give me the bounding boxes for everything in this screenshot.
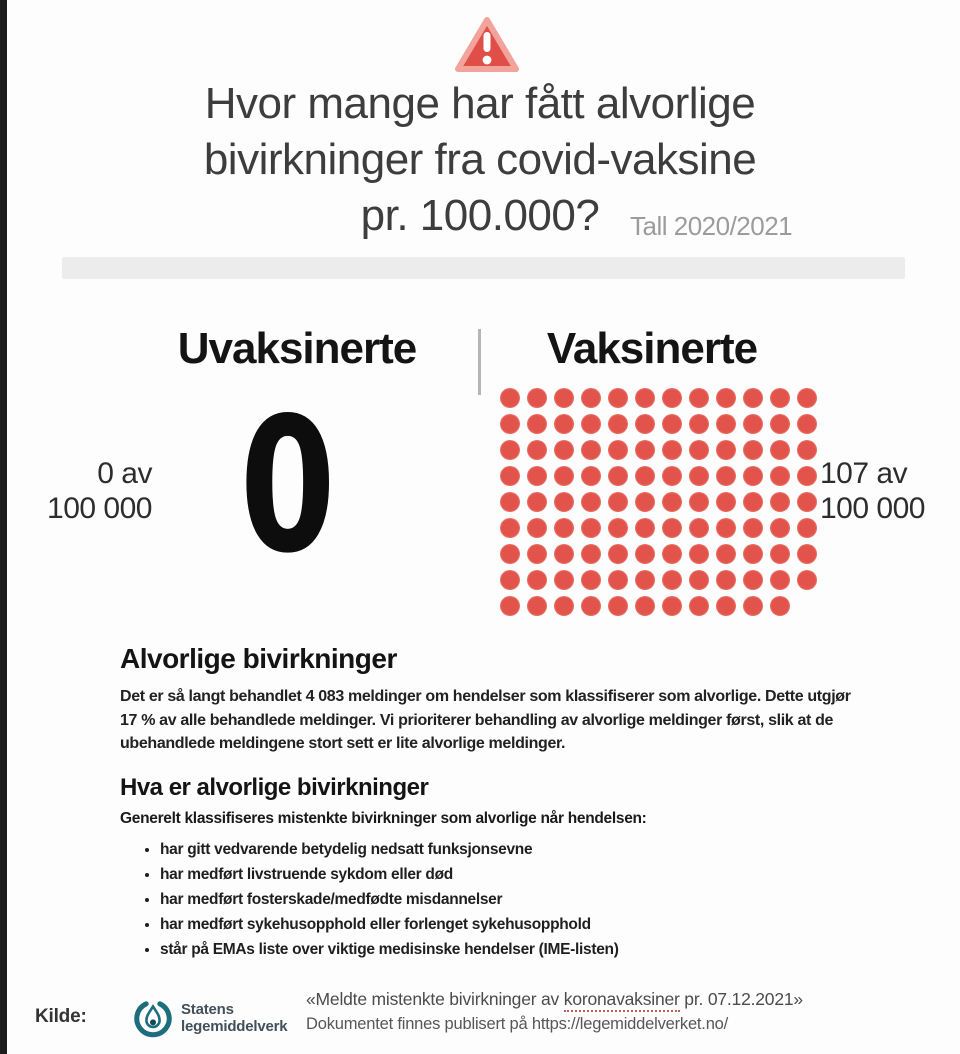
pictogram-dot bbox=[662, 414, 682, 434]
pictogram-dot bbox=[554, 466, 574, 486]
logo-text-line1: Statens bbox=[181, 1001, 234, 1018]
pictogram-dot bbox=[635, 466, 655, 486]
column-divider bbox=[478, 329, 481, 395]
vaccinated-rate-line1: 107 av bbox=[820, 457, 908, 490]
source-label: Kilde: bbox=[35, 1006, 87, 1027]
pictogram-dot bbox=[743, 388, 763, 408]
statens-legemiddelverk-logo-text bbox=[181, 1001, 287, 1035]
pictogram-dot bbox=[689, 596, 709, 616]
pictogram-dot bbox=[770, 596, 790, 616]
pictogram-dot bbox=[635, 544, 655, 564]
pictogram-dot bbox=[554, 388, 574, 408]
pictogram-dot bbox=[527, 596, 547, 616]
pictogram-dot bbox=[527, 518, 547, 538]
pictogram-dot bbox=[581, 414, 601, 434]
title-line-3: pr. 100.000? bbox=[360, 191, 600, 240]
pictogram-dot bbox=[500, 544, 520, 564]
citation-line2: Dokumentet finnes publisert på https://legemiddelverket.no/ bbox=[306, 1015, 729, 1033]
pictogram-dot bbox=[797, 388, 817, 408]
pictogram-dot bbox=[743, 570, 763, 590]
pictogram-dot bbox=[554, 492, 574, 512]
pictogram-dot bbox=[581, 492, 601, 512]
pictogram-dot bbox=[662, 492, 682, 512]
pictogram-dot bbox=[500, 414, 520, 434]
pictogram-dot bbox=[716, 414, 736, 434]
pictogram-dot bbox=[581, 544, 601, 564]
pictogram-dot bbox=[662, 570, 682, 590]
statens-legemiddelverk-logo-icon bbox=[132, 997, 174, 1039]
title-line-2: bivirkninger fra covid-vaksine bbox=[203, 135, 757, 184]
pictogram-dot bbox=[635, 388, 655, 408]
pictogram-dot bbox=[527, 544, 547, 564]
pictogram-dot bbox=[608, 570, 628, 590]
definition-intro: Generelt klassifiseres mistenkte bivirkninger som alvorlige når hendelsen: bbox=[120, 810, 647, 827]
unvaccinated-zero-figure bbox=[200, 377, 375, 594]
pictogram-dot bbox=[689, 544, 709, 564]
pictogram-dot bbox=[608, 440, 628, 460]
pictogram-dot bbox=[770, 544, 790, 564]
pictogram-dot bbox=[716, 518, 736, 538]
pictogram-dot bbox=[743, 414, 763, 434]
pictogram-dot bbox=[527, 570, 547, 590]
bullet-item: • har gitt vedvarende betydelig nedsatt funksjonsevne bbox=[160, 837, 885, 862]
section-serious-side-effects bbox=[120, 643, 885, 756]
zero-glyph: 0 bbox=[239, 377, 336, 594]
pictogram-dot bbox=[500, 596, 520, 616]
pictogram-dot bbox=[716, 440, 736, 460]
pictogram-dot bbox=[689, 414, 709, 434]
pictogram-dot bbox=[527, 466, 547, 486]
pictogram-dot bbox=[689, 466, 709, 486]
bullet-item: • har medført livstruende sykdom eller død bbox=[160, 862, 885, 887]
pictogram-dot bbox=[797, 570, 817, 590]
pictogram-dot bbox=[689, 570, 709, 590]
pictogram-dot bbox=[743, 596, 763, 616]
pictogram-dot bbox=[635, 492, 655, 512]
pictogram-dot bbox=[500, 570, 520, 590]
citation-spellcheck-word: koronavaksiner bbox=[564, 989, 680, 1012]
body-line: 17 % av alle behandlede meldinger. Vi prioriterer behandling av alvorlige meldinger først, slik at de bbox=[120, 711, 834, 729]
pictogram-dot bbox=[581, 596, 601, 616]
pictogram-dot bbox=[689, 518, 709, 538]
pictogram-dot bbox=[689, 440, 709, 460]
pictogram-dot bbox=[581, 518, 601, 538]
pictogram-dot bbox=[500, 518, 520, 538]
pictogram-dot bbox=[554, 570, 574, 590]
pictogram-dot bbox=[500, 492, 520, 512]
pictogram-dot bbox=[635, 440, 655, 460]
title-separator-bar bbox=[62, 257, 905, 279]
pictogram-dot bbox=[527, 440, 547, 460]
pictogram-dot bbox=[581, 570, 601, 590]
pictogram-dot bbox=[716, 388, 736, 408]
pictogram-dot bbox=[581, 440, 601, 460]
unvaccinated-rate-line1: 0 av bbox=[97, 457, 152, 490]
pictogram-dot bbox=[608, 388, 628, 408]
pictogram-dot bbox=[770, 466, 790, 486]
section-heading: Hva er alvorlige bivirkninger bbox=[120, 774, 429, 801]
pictogram-dot bbox=[797, 466, 817, 486]
pictogram-dot bbox=[770, 414, 790, 434]
pictogram-dot bbox=[662, 596, 682, 616]
pictogram-dot bbox=[635, 414, 655, 434]
pictogram-dot bbox=[581, 466, 601, 486]
pictogram-dot bbox=[797, 492, 817, 512]
pictogram-dot bbox=[716, 492, 736, 512]
citation-prefix: «Meldte mistenkte bivirkninger av bbox=[306, 989, 564, 1009]
column-heading-vaccinated: Vaksinerte bbox=[546, 324, 758, 373]
pictogram-dot bbox=[716, 544, 736, 564]
pictogram-dot bbox=[554, 544, 574, 564]
pictogram-dot bbox=[608, 466, 628, 486]
pictogram-dot bbox=[662, 544, 682, 564]
vaccinated-rate-line2: 100 000 bbox=[820, 492, 925, 525]
section-heading: Alvorlige bivirkninger bbox=[120, 643, 397, 674]
title-line-1: Hvor mange har fått alvorlige bbox=[204, 79, 756, 128]
pictogram-dot bbox=[500, 388, 520, 408]
pictogram-dot bbox=[770, 388, 790, 408]
pictogram-dot bbox=[608, 414, 628, 434]
pictogram-dot bbox=[716, 570, 736, 590]
section-body bbox=[120, 685, 885, 756]
bullet-item: • har medført sykehusopphold eller forlenget sykehusopphold bbox=[160, 912, 885, 937]
pictogram-dot bbox=[770, 518, 790, 538]
pictogram-dot bbox=[716, 596, 736, 616]
source-citation bbox=[306, 987, 886, 1035]
pictogram-dot bbox=[608, 492, 628, 512]
pictogram-dot bbox=[689, 492, 709, 512]
pictogram-dot bbox=[608, 596, 628, 616]
body-line: Det er så langt behandlet 4 083 meldinger om hendelser som klassifiserer som alvorlige. Dette utgjør bbox=[120, 688, 851, 705]
pictogram-dot bbox=[527, 414, 547, 434]
pictogram-dot bbox=[743, 492, 763, 512]
page-title bbox=[0, 76, 960, 244]
pictogram-dot bbox=[716, 466, 736, 486]
pictogram-dot bbox=[662, 440, 682, 460]
warning-triangle-icon bbox=[452, 14, 522, 76]
citation-line1 bbox=[306, 987, 886, 1011]
pictogram-dot bbox=[689, 388, 709, 408]
pictogram-dot bbox=[554, 518, 574, 538]
vaccinated-rate-label bbox=[820, 456, 950, 526]
pictogram-dot bbox=[500, 466, 520, 486]
pictogram-dot bbox=[797, 518, 817, 538]
pictogram-dot bbox=[797, 414, 817, 434]
pictogram-dot bbox=[662, 388, 682, 408]
definition-bullet-list bbox=[120, 837, 885, 962]
pictogram-dot bbox=[797, 544, 817, 564]
pictogram-dot bbox=[635, 596, 655, 616]
pictogram-dot bbox=[770, 570, 790, 590]
pictogram-dot bbox=[635, 518, 655, 538]
pictogram-dot bbox=[743, 518, 763, 538]
pictogram-dot bbox=[743, 544, 763, 564]
pictogram-dot bbox=[554, 440, 574, 460]
section-definition bbox=[120, 774, 885, 962]
pictogram-dot bbox=[608, 544, 628, 564]
pictogram-dot bbox=[527, 388, 547, 408]
bullet-item: • står på EMAs liste over viktige medisinske hendelser (IME-listen) bbox=[160, 937, 885, 962]
pictogram-dot bbox=[797, 440, 817, 460]
pictogram-dot bbox=[527, 492, 547, 512]
bullet-item: • har medført fosterskade/medfødte misdannelser bbox=[160, 887, 885, 912]
pictogram-dot bbox=[635, 570, 655, 590]
pictogram-dot bbox=[770, 492, 790, 512]
pictogram-dot bbox=[770, 440, 790, 460]
pictogram-dot bbox=[554, 414, 574, 434]
unvaccinated-rate-label bbox=[28, 456, 152, 526]
title-year-note: Tall 2020/2021 bbox=[630, 211, 793, 241]
pictogram-dot bbox=[743, 440, 763, 460]
citation-suffix: pr. 07.12.2021» bbox=[679, 989, 803, 1009]
pictogram-dot bbox=[662, 466, 682, 486]
vaccinated-dot-grid bbox=[500, 388, 817, 616]
pictogram-dot bbox=[662, 518, 682, 538]
body-line: ubehandlede meldingene stort sett er lite alvorlige meldinger. bbox=[120, 735, 566, 752]
pictogram-dot bbox=[554, 596, 574, 616]
pictogram-dot bbox=[608, 518, 628, 538]
pictogram-dot bbox=[581, 388, 601, 408]
column-heading-unvaccinated: Uvaksinerte bbox=[177, 324, 417, 373]
unvaccinated-rate-line2: 100 000 bbox=[47, 492, 152, 525]
pictogram-dot bbox=[743, 466, 763, 486]
pictogram-dot bbox=[500, 440, 520, 460]
logo-text-line2: legemiddelverk bbox=[181, 1018, 288, 1035]
